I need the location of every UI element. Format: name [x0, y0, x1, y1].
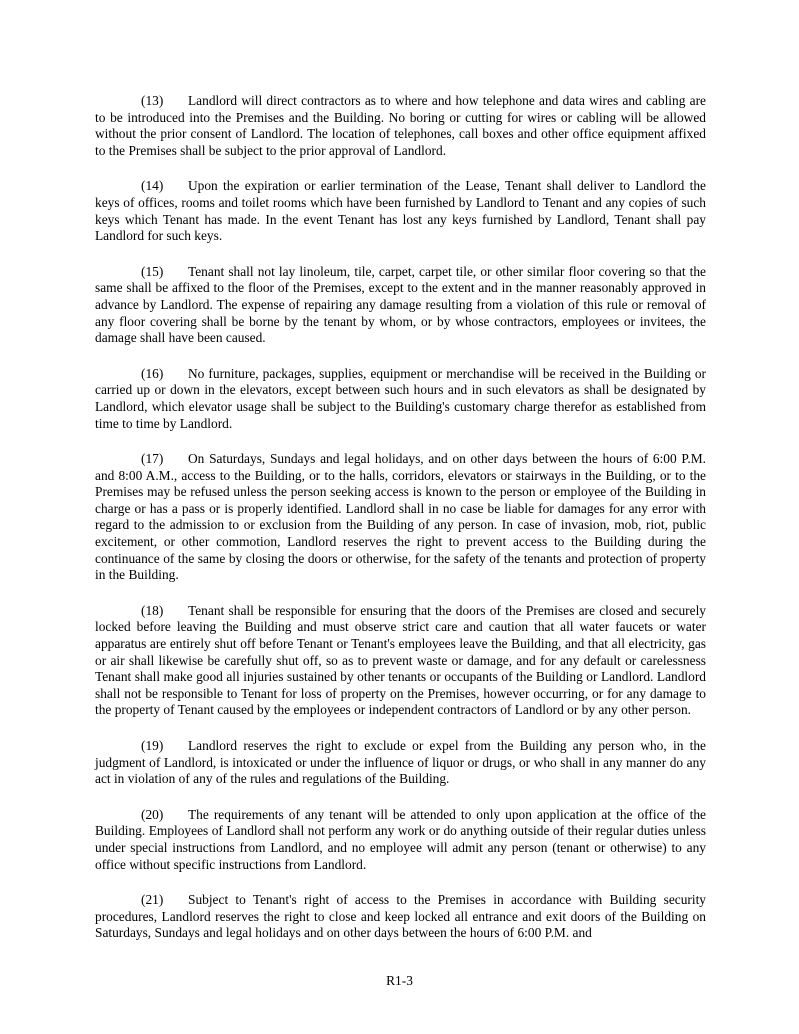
paragraph-number: (18) [141, 602, 164, 618]
paragraph-number: (16) [141, 365, 164, 381]
paragraph-13 [95, 93, 706, 159]
paragraph-16 [95, 366, 706, 432]
paragraph-text: The requirements of any tenant will be attended to only upon application at the office of the Building. Employees of Landlord shall not perform any work or do anything outside of their regular duties unless under special instructions from Landlord, and no employee will admit any person (tenant or otherwise) to any office without specific instructions from Landlord. [95, 806, 706, 872]
paragraph-19 [95, 738, 706, 788]
paragraph-15 [95, 264, 706, 347]
paragraph-text: On Saturdays, Sundays and legal holidays, and on other days between the hours of 6:00 P.M. and 8:00 A.M., access to the Building, or to the halls, corridors, elevators or stairways in the Building, or to the Premises may be refused unless the person seeking access is known to the person or employee of the Building in charge or has a pass or is properly identified. Landlord shall in no case be liable for damages for any error with regard to the admission to or exclusion from the Building of any person. In case of invasion, mob, riot, public excitement, or other commotion, Landlord reserves the right to prevent access to the Building during the continuance of the same by closing the doors or otherwise, for the safety of the tenants and protection of property in the Building. [95, 451, 706, 583]
paragraph-text: Landlord reserves the right to exclude or expel from the Building any person who, in the judgment of Landlord, is intoxicated or under the influence of liquor or drugs, or who shall in any manner do any act in violation of any of the rules and regulations of the Building. [95, 738, 706, 787]
paragraph-number: (15) [141, 263, 164, 279]
paragraph-21 [95, 892, 706, 942]
paragraph-number: (13) [141, 93, 164, 108]
paragraph-text: No furniture, packages, supplies, equipment or merchandise will be received in the Building or carried up or down in the elevators, except between such hours and in such elevators as shall be designated by Landlord, which elevator usage shall be subject to the Building's customary charge therefor as established from time to time by Landlord. [95, 365, 706, 431]
paragraph-text: Subject to Tenant's right of access to the Premises in accordance with Building security procedures, Landlord reserves the right to close and keep locked all entrance and exit doors of the Building on Saturdays, Sundays and legal holidays and on other days between the hours of 6:00 P.M. and [95, 892, 706, 941]
paragraph-14 [95, 178, 706, 244]
paragraph-number: (19) [141, 738, 164, 753]
paragraph-text: Tenant shall not lay linoleum, tile, carpet, carpet tile, or other similar floor covering so that the same shall be affixed to the floor of the Premises, except to the extent and in the manner reasonably approved in advance by Landlord. The expense of repairing any damage resulting from a violation of this rule or removal of any floor covering shall be borne by the tenant by whom, or by whose contractors, employees or invitees, the damage shall have been caused. [95, 263, 706, 346]
paragraph-number: (20) [141, 806, 164, 822]
paragraph-text: Upon the expiration or earlier termination of the Lease, Tenant shall deliver to Landlord the keys of offices, rooms and toilet rooms which have been furnished by Landlord to Tenant and any copies of such keys which Tenant has made. In the event Tenant has lost any keys furnished by Landlord, Tenant shall pay Landlord for such keys. [95, 178, 706, 244]
paragraph-number: (14) [141, 178, 164, 194]
paragraph-number: (17) [141, 451, 164, 467]
document-body [95, 93, 706, 961]
paragraph-17 [95, 451, 706, 584]
paragraph-number: (21) [141, 892, 164, 908]
paragraph-text: Landlord will direct contractors as to where and how telephone and data wires and cabling are to be introduced into the Premises and the Building. No boring or cutting for wires or cabling will be allowed without the prior consent of Landlord. The location of telephones, call boxes and other office equipment affixed to the Premises shall be subject to the prior approval of Landlord. [95, 93, 706, 158]
paragraph-text: Tenant shall be responsible for ensuring that the doors of the Premises are closed and securely locked before leaving the Building and must observe strict care and caution that all water faucets or water apparatus are entirely shut off before Tenant or Tenant's employees leave the Building, and that all electricity, gas or air shall likewise be carefully shut off, so as to prevent waste or damage, and for any default or carelessness Tenant shall make good all injuries sustained by other tenants or occupants of the Building or Landlord. Landlord shall not be responsible to Tenant for loss of property on the Premises, however occurring, or for any damage to the property of Tenant caused by the employees or independent contractors of Landlord or by any other person. [95, 602, 706, 718]
paragraph-20 [95, 807, 706, 873]
page-number: R1-3 [386, 973, 413, 988]
paragraph-18 [95, 603, 706, 719]
